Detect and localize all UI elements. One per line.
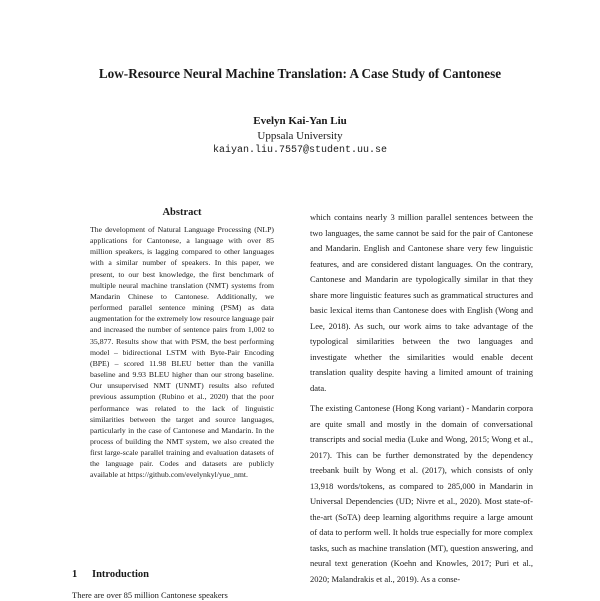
section-heading-introduction (72, 569, 292, 580)
section-title: Introduction (92, 569, 149, 580)
introduction-first-line: There are over 85 million Cantonese speakers (72, 590, 228, 600)
abstract-text: The development of Natural Language Processing (NLP) applications for Cantonese, a language with over 85 million speakers, is lagging compared to other languages with a similar number of speakers. In this paper, we present, to our best knowledge, the first benchmark of multiple neural machine translation (NMT) systems from Mandarin Chinese to Cantonese. Additionally, we performed parallel sentence mining (PSM) as data augmentation for the extremely low resource language pair and increased the number of sentence pairs from 1,002 to 35,877. Results show that with PSM, the best performing model – bidirectional LSTM with Byte-Pair Encoding (BPE) – scored 11.98 BLEU better than the vanilla baseline and 9.93 BLEU higher than our strong baseline. Our unsupervised NMT (UNMT) results also refuted previous assumption (Rubino et al., 2020) that the poor performance was related to the lack of linguistic similarities between the target and source languages, particularly in the case of Cantonese and Mandarin. In the process of building the NMT system, we also created the first large-scale parallel training and evaluation datasets of the language pair. Codes and datasets are publicly available at https://github.com/evelynkyl/yue_nmt. (90, 225, 274, 480)
author-name: Evelyn Kai-Yan Liu (253, 115, 347, 127)
right-column-text (310, 210, 533, 587)
body-paragraph: which contains nearly 3 million parallel sentences between the two languages, the same cannot be said for the pair of Cantonese and Mandarin. English and Cantonese share very few linguistic features, and are considered distant languages. On the contrary, Cantonese and Mandarin are typologically similar in that they share more linguistic features such as grammatical structures and basic lexical items than Cantonese does with English (Wong and Lee, 2018). As such, our work aims to take advantage of the typological similarities between the two languages and investigate whether the similarities would enable decent translation quality despite having a limited amount of training data. (310, 212, 533, 393)
abstract-heading: Abstract (162, 207, 202, 218)
paper-title: Low-Resource Neural Machine Translation: A Case Study of Cantonese (98, 66, 502, 81)
body-paragraph: The existing Cantonese (Hong Kong variant) - Mandarin corpora are quite small and mostly in the domain of conversational transcripts and social media (Luke and Wong, 2015; Wong et al., 2017). This can be further demonstrated by the dependency treebank built by Wong et al. (2017), which consists of only 13,918 words/tokens, as compared to 285,000 in Mandarin in Universal Dependencies (UD; Nivre et al., 2020). Most state-of-the-art (SoTA) deep learning algorithms require a large amount of data to perform well. It holds true especially for more complex tasks, such as machine translation (MT), question answering, and neural text generation (Koehn and Knowles, 2017; Puri et al., 2020; Malandrakis et al., 2019). As a conse- (310, 403, 533, 584)
section-number: 1 (72, 569, 78, 580)
author-affiliation: Uppsala University (257, 130, 343, 142)
author-email: kaiyan.liu.7557@student.uu.se (212, 145, 388, 156)
